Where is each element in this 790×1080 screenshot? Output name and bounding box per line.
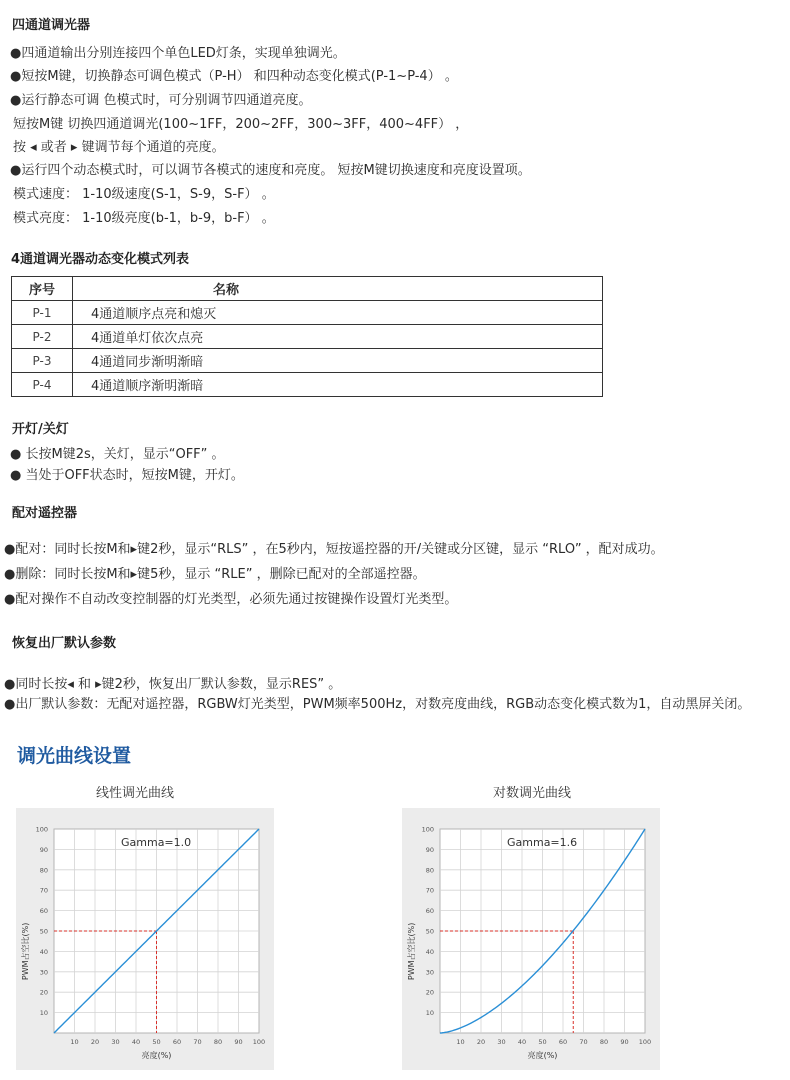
text-line: ● 长按M键2s，关灯，显示“OFF” 。 <box>10 447 225 462</box>
y-tick-label: 90 <box>39 845 48 854</box>
text-line: 短按M键 切换四通道调光(100~1FF，200~2FF，300~3FF，400~4FF） ， <box>13 117 469 132</box>
table-row <box>12 373 603 397</box>
text-line: ●运行静态可调 色模式时，可分别调节四通道亮度。 <box>10 93 312 108</box>
x-tick-label: 10 <box>456 1038 465 1046</box>
text-line: 模式速度： 1-10级速度(S-1，S-9，S-F） 。 <box>13 187 275 202</box>
text-line: 模式亮度： 1-10级亮度(b-1，b-9，b-F） 。 <box>13 211 275 226</box>
text-line: ●配对操作不自动改变控制器的灯光类型，必须先通过按键操作设置灯光类型。 <box>4 592 458 607</box>
section-title-pairing: 配对遥控器 <box>12 506 78 521</box>
chart-linear <box>16 808 274 1070</box>
y-tick-label: 100 <box>421 825 434 834</box>
x-tick-label: 10 <box>70 1038 79 1046</box>
y-tick-label: 40 <box>39 947 48 956</box>
y-tick-label: 30 <box>39 968 48 977</box>
mode-name: 4通道顺序渐明渐暗 <box>73 373 603 397</box>
text-line: ●四通道输出分别连接四个单色LED灯条，实现单独调光。 <box>10 46 346 61</box>
y-tick-label: 30 <box>425 968 434 977</box>
x-tick-label: 60 <box>558 1038 568 1046</box>
y-tick-label: 80 <box>39 866 48 875</box>
y-tick-label: 70 <box>425 886 434 895</box>
text-line: ●短按M键，切换静态可调色模式（P-H） 和四种动态变化模式(P-1~P-4） 。 <box>10 69 458 84</box>
x-tick-label: 40 <box>517 1038 527 1046</box>
mode-code: P-4 <box>12 373 73 397</box>
y-tick-label: 20 <box>39 988 48 997</box>
x-tick-label: 90 <box>620 1038 629 1046</box>
mode-name: 4通道顺序点亮和熄灭 <box>73 301 603 325</box>
column-header-name: 名称 <box>73 277 603 301</box>
x-axis-label: 亮度(%) <box>527 1051 558 1060</box>
y-axis-label: PWM占空比(%) <box>407 922 416 981</box>
y-tick-label: 10 <box>39 1009 48 1018</box>
x-tick-label: 20 <box>90 1038 100 1046</box>
y-tick-label: 10 <box>425 1009 434 1018</box>
table-row <box>12 325 603 349</box>
y-tick-label: 60 <box>425 907 434 916</box>
x-tick-label: 20 <box>476 1038 486 1046</box>
x-tick-label: 100 <box>252 1038 266 1046</box>
text-line: ●删除：同时长按M和▸键5秒，显示 “RLE” ，删除已配对的全部遥控器。 <box>4 567 426 582</box>
x-tick-label: 70 <box>193 1038 202 1046</box>
section-title-mode-list: 4通道调光器动态变化模式列表 <box>11 252 190 267</box>
section-title-on-off: 开灯/关灯 <box>12 422 69 437</box>
y-tick-label: 70 <box>39 886 48 895</box>
text-line: ● 当处于OFF状态时，短按M键，开灯。 <box>10 468 244 483</box>
text-line: ●运行四个动态模式时，可以调节各模式的速度和亮度。 短按M键切换速度和亮度设置项。 <box>10 163 531 178</box>
section-title-factory-reset: 恢复出厂默认参数 <box>12 636 117 651</box>
chart-log <box>402 808 660 1070</box>
x-tick-label: 100 <box>638 1038 652 1046</box>
x-tick-label: 80 <box>599 1038 609 1046</box>
x-tick-label: 30 <box>111 1038 120 1046</box>
text-line: ●同时长按◂ 和 ▸键2秒，恢复出厂默认参数，显示RES” 。 <box>4 677 342 692</box>
x-tick-label: 40 <box>131 1038 141 1046</box>
mode-name: 4通道单灯依次点亮 <box>73 325 603 349</box>
text-line: ●出厂默认参数：无配对遥控器，RGBW灯光类型，PWM频率500Hz，对数亮度曲线，RGB动态变化模式数为1，自动黑屏关闭。 <box>4 697 751 712</box>
table-row <box>12 349 603 373</box>
y-tick-label: 60 <box>39 907 48 916</box>
x-tick-label: 80 <box>213 1038 223 1046</box>
mode-code: P-3 <box>12 349 73 373</box>
chart-title-linear: 线性调光曲线 <box>95 786 174 801</box>
section-title-dimming-curve: 调光曲线设置 <box>17 745 132 767</box>
mode-code: P-2 <box>12 325 73 349</box>
y-tick-label: 80 <box>425 866 434 875</box>
x-tick-label: 70 <box>579 1038 588 1046</box>
text-line: ●配对：同时长按M和▸键2秒，显示“RLS” ，在5秒内，短按遥控器的开/关键或分区键，显示 “RLO” ，配对成功。 <box>4 542 664 557</box>
y-tick-label: 50 <box>39 927 48 936</box>
x-tick-label: 60 <box>172 1038 182 1046</box>
text-line: 按 ◂ 或者 ▸ 键调节每个通道的亮度。 <box>13 140 225 155</box>
mode-name: 4通道同步渐明渐暗 <box>73 349 603 373</box>
x-tick-label: 90 <box>234 1038 243 1046</box>
x-tick-label: 50 <box>538 1038 547 1046</box>
section-title-four-channel: 四通道调光器 <box>12 18 91 33</box>
gamma-annotation: Gamma=1.0 <box>121 836 192 849</box>
y-tick-label: 90 <box>425 845 434 854</box>
mode-code: P-1 <box>12 301 73 325</box>
mode-table <box>11 276 603 397</box>
chart-title-log: 对数调光曲线 <box>492 786 571 801</box>
gamma-annotation: Gamma=1.6 <box>507 836 578 849</box>
table-row <box>12 301 603 325</box>
y-axis-label: PWM占空比(%) <box>21 922 30 981</box>
y-tick-label: 50 <box>425 927 434 936</box>
y-tick-label: 100 <box>35 825 48 834</box>
y-tick-label: 40 <box>425 947 434 956</box>
chart-log-svg <box>402 808 660 1070</box>
chart-linear-svg <box>16 808 274 1070</box>
y-tick-label: 20 <box>425 988 434 997</box>
x-axis-label: 亮度(%) <box>141 1051 172 1060</box>
column-header-number: 序号 <box>12 277 73 301</box>
table-header-row <box>12 277 603 301</box>
x-tick-label: 30 <box>497 1038 506 1046</box>
x-tick-label: 50 <box>152 1038 161 1046</box>
